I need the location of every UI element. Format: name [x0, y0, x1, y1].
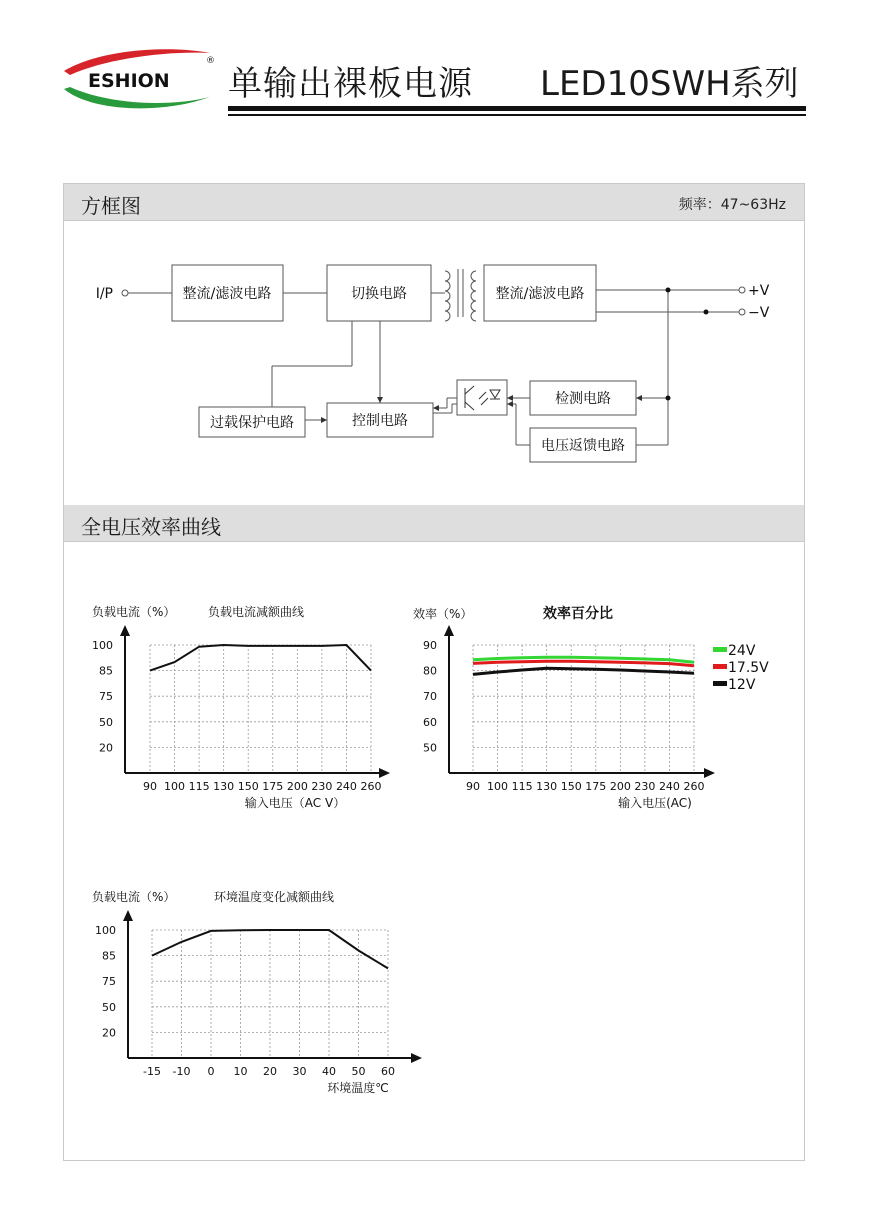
y-axis-arrow — [123, 910, 133, 921]
y-tick-label: 85 — [99, 664, 113, 678]
y-tick-label: 20 — [99, 741, 113, 755]
x-tick-label: 90 — [143, 780, 157, 793]
x-tick-label: -10 — [172, 1065, 191, 1078]
y-tick-label: 80 — [423, 664, 437, 678]
optocoupler-icon — [457, 380, 507, 415]
block-feedback: 电压返馈电路 — [541, 438, 625, 454]
legend-label: 12V — [728, 677, 756, 693]
series-line-1 — [473, 661, 694, 666]
x-axis-arrow — [411, 1053, 422, 1063]
x-tick-label: 260 — [683, 780, 705, 793]
x-tick-label: 60 — [381, 1065, 395, 1078]
block-overload: 过载保护电路 — [210, 415, 294, 431]
frequency-label: 频率：47~63Hz — [678, 197, 786, 213]
legend-swatch — [713, 681, 727, 686]
y-tick-label: 70 — [423, 690, 437, 704]
x-axis-arrow — [704, 768, 715, 778]
x-tick-label: 115 — [188, 780, 210, 793]
x-axis-label: 输入电压(AC) — [618, 796, 692, 810]
input-label: I/P — [95, 286, 113, 302]
x-tick-label: 90 — [466, 780, 480, 793]
efficiency-chart — [405, 595, 785, 820]
block-switching: 切换电路 — [351, 286, 407, 302]
chart-title: 效率百分比 — [543, 606, 613, 622]
x-tick-label: 175 — [585, 780, 607, 793]
block-control: 控制电路 — [352, 413, 408, 429]
load-derating-chart — [80, 595, 410, 815]
y-tick-label: 75 — [102, 975, 116, 989]
legend-swatch — [713, 664, 727, 669]
x-tick-label: 260 — [360, 780, 382, 793]
legend-label: 17.5V — [728, 660, 769, 676]
x-tick-label: 130 — [536, 780, 558, 793]
block-diagram-title: 方框图 — [81, 194, 141, 218]
block-input-rectifier: 整流/滤波电路 — [182, 286, 272, 302]
x-tick-label: 230 — [634, 780, 656, 793]
x-axis-label: 环境温度℃ — [327, 1081, 389, 1095]
transformer-icon — [445, 269, 476, 321]
registered-mark: ® — [206, 56, 215, 66]
y-axis-label: 负载电流（%） — [92, 605, 176, 619]
y-tick-label: 20 — [102, 1026, 116, 1040]
y-tick-label: 100 — [95, 924, 116, 937]
x-tick-label: 20 — [263, 1065, 277, 1078]
y-axis-label: 负载电流（%） — [92, 890, 176, 904]
output-negative-label: −V — [748, 305, 770, 321]
y-axis-arrow — [120, 625, 130, 636]
output-positive-label: +V — [748, 283, 770, 299]
efficiency-section-title: 全电压效率曲线 — [81, 515, 221, 539]
x-tick-label: 0 — [207, 1065, 215, 1078]
series-line-2 — [473, 668, 694, 674]
y-tick-label: 60 — [423, 715, 437, 729]
y-tick-label: 50 — [99, 715, 113, 729]
x-tick-label: 200 — [609, 780, 631, 793]
y-tick-label: 100 — [92, 639, 113, 652]
x-tick-label: 150 — [560, 780, 582, 793]
x-tick-label: 10 — [233, 1065, 248, 1078]
block-output-rectifier: 整流/滤波电路 — [495, 286, 585, 302]
x-tick-label: 100 — [487, 780, 509, 793]
x-tick-label: 230 — [311, 780, 333, 793]
x-tick-label: 50 — [351, 1065, 366, 1078]
x-tick-label: 200 — [286, 780, 308, 793]
x-tick-label: 100 — [164, 780, 186, 793]
series-line-0 — [150, 645, 371, 671]
input-terminal — [122, 290, 128, 296]
x-tick-label: 240 — [658, 780, 680, 793]
block-diagram — [0, 0, 870, 500]
logo-brand-text: ESHION — [88, 70, 170, 92]
legend-swatch — [713, 647, 727, 652]
x-tick-label: 130 — [213, 780, 235, 793]
y-tick-label: 85 — [102, 949, 116, 963]
y-axis-label: 效率（%） — [413, 607, 473, 621]
block-detection: 检测电路 — [555, 391, 611, 407]
x-tick-label: 240 — [335, 780, 357, 793]
y-tick-label: 75 — [99, 690, 113, 704]
legend-label: 24V — [728, 643, 756, 659]
x-tick-label: 115 — [511, 780, 533, 793]
x-tick-label: 30 — [292, 1065, 307, 1078]
x-axis-label: 输入电压（AC V） — [244, 796, 346, 810]
page-title: 单输出裸板电源 — [228, 64, 473, 104]
temperature-derating-chart — [80, 880, 430, 1100]
x-tick-label: 175 — [262, 780, 284, 793]
x-tick-label: 40 — [322, 1065, 336, 1078]
x-tick-label: 150 — [237, 780, 259, 793]
x-axis-arrow — [379, 768, 390, 778]
y-tick-label: 50 — [102, 1000, 116, 1014]
y-tick-label: 50 — [423, 741, 437, 755]
efficiency-section-header — [64, 505, 804, 542]
x-tick-label: -15 — [143, 1065, 161, 1078]
y-tick-label: 90 — [423, 639, 437, 652]
series-title: LED10SWH系列 — [540, 64, 799, 104]
y-axis-arrow — [444, 625, 454, 636]
chart-title: 负载电流减额曲线 — [208, 605, 305, 619]
chart-title: 环境温度变化减额曲线 — [214, 890, 335, 904]
